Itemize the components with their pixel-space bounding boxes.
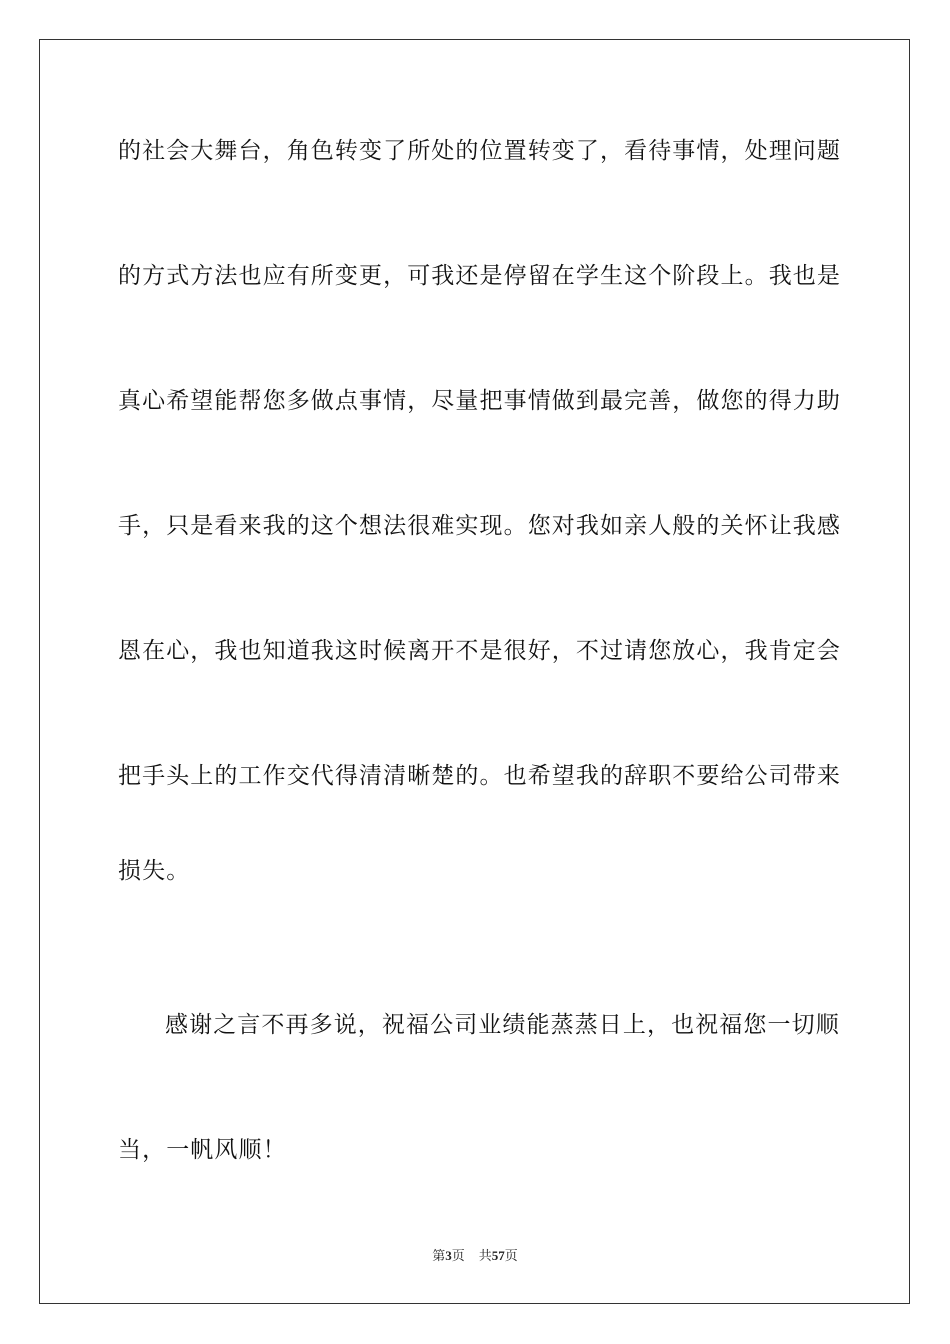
page-footer [0,1248,950,1265]
page-number: 3 [445,1248,452,1263]
page-border [39,39,910,1304]
total-suffix: 页 [504,1249,518,1264]
body-line-7: 损失。 [118,858,191,884]
body-line-9: 当，一帆风顺！ [118,1137,287,1163]
body-line-1: 的社会大舞台，角色转变了所处的位置转变了，看待事情，处理问题 [118,138,841,164]
body-line-3: 真心希望能帮您多做点事情，尽量把事情做到最完善，做您的得力助 [118,388,841,414]
total-pages: 57 [491,1248,505,1263]
body-line-6: 把手头上的工作交代得清清晰楚的。也希望我的辞职不要给公司带来 [118,763,841,789]
page-suffix: 页 [451,1249,465,1264]
page-prefix: 第 [432,1249,446,1264]
total-prefix: 共 [478,1249,492,1264]
body-line-4: 手，只是看来我的这个想法很难实现。您对我如亲人般的关怀让我感 [118,513,841,539]
body-line-2: 的方式方法也应有所变更，可我还是停留在学生这个阶段上。我也是 [118,263,841,289]
body-line-5: 恩在心，我也知道我这时候离开不是很好，不过请您放心，我肯定会 [118,638,841,664]
body-line-8: 感谢之言不再多说，祝福公司业绩能蒸蒸日上，也祝福您一切顺 [165,1012,840,1038]
